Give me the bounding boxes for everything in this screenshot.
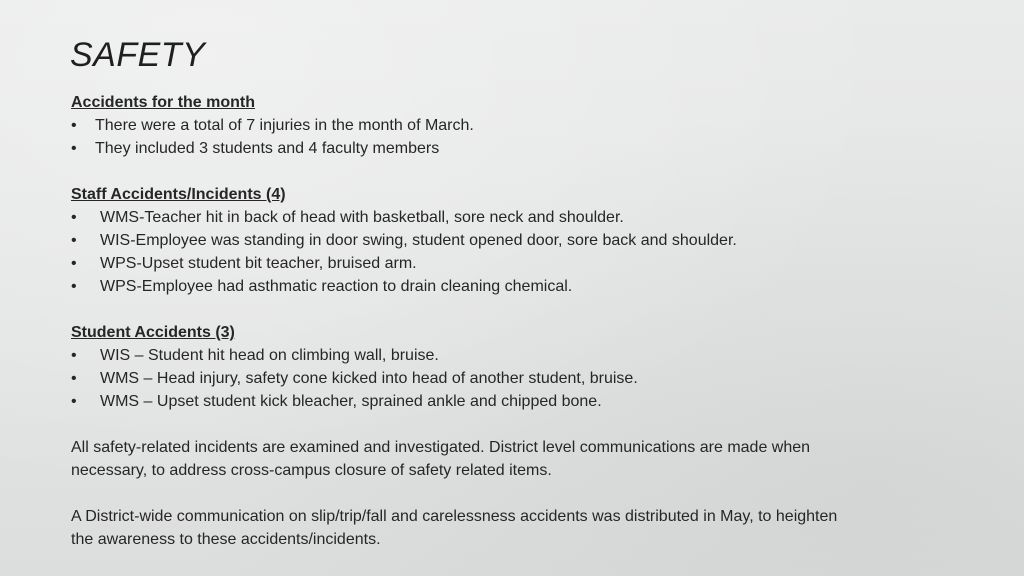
spacer — [71, 413, 971, 436]
bullet-icon: • — [71, 209, 77, 226]
accidents-list — [71, 114, 971, 160]
list-item — [71, 252, 971, 275]
list-item — [71, 229, 971, 252]
bullet-icon: • — [71, 232, 77, 249]
list-item-text: There were a total of 7 injuries in the month of March. — [95, 117, 474, 134]
section-heading-accidents: Accidents for the month — [71, 94, 256, 111]
bullet-icon: • — [71, 278, 77, 295]
bullet-icon: • — [71, 255, 77, 272]
spacer — [71, 298, 971, 321]
bullet-icon: • — [71, 140, 77, 157]
list-item — [71, 367, 971, 390]
slide-content — [71, 91, 971, 551]
list-item — [71, 275, 971, 298]
section-heading-staff: Staff Accidents/Incidents (4) — [71, 186, 286, 203]
bullet-icon: • — [71, 347, 77, 364]
spacer — [71, 160, 971, 183]
list-item-text: WIS – Student hit head on climbing wall, bruise. — [100, 347, 439, 364]
list-item — [71, 137, 971, 160]
list-item-text: WMS – Head injury, safety cone kicked into head of another student, bruise. — [100, 370, 638, 387]
paragraph-investigation: All safety-related incidents are examined and investigated. District level communications are made when necessary, to address cross-campus closure of safety related items. — [71, 439, 811, 479]
list-item — [71, 344, 971, 367]
list-item — [71, 114, 971, 137]
section-heading-student: Student Accidents (3) — [71, 324, 235, 341]
student-list — [71, 344, 971, 413]
slide-title: SAFETY — [70, 36, 206, 74]
list-item-text: WMS – Upset student kick bleacher, sprained ankle and chipped bone. — [100, 393, 602, 410]
list-item-text: They included 3 students and 4 faculty members — [95, 140, 440, 157]
list-item-text: WMS-Teacher hit in back of head with basketball, sore neck and shoulder. — [100, 209, 624, 226]
bullet-icon: • — [71, 117, 77, 134]
bullet-icon: • — [71, 393, 77, 410]
bullet-icon: • — [71, 370, 77, 387]
list-item-text: WIS-Employee was standing in door swing, student opened door, sore back and shoulder. — [100, 232, 737, 249]
list-item-text: WPS-Employee had asthmatic reaction to drain cleaning chemical. — [100, 278, 573, 295]
list-item — [71, 206, 971, 229]
spacer — [71, 482, 971, 505]
paragraph-communication: A District-wide communication on slip/trip/fall and carelessness accidents was distributed in May, to heighten the awareness to these accidents/incidents. — [71, 508, 838, 548]
list-item — [71, 390, 971, 413]
list-item-text: WPS-Upset student bit teacher, bruised arm. — [100, 255, 417, 272]
staff-list — [71, 206, 971, 298]
